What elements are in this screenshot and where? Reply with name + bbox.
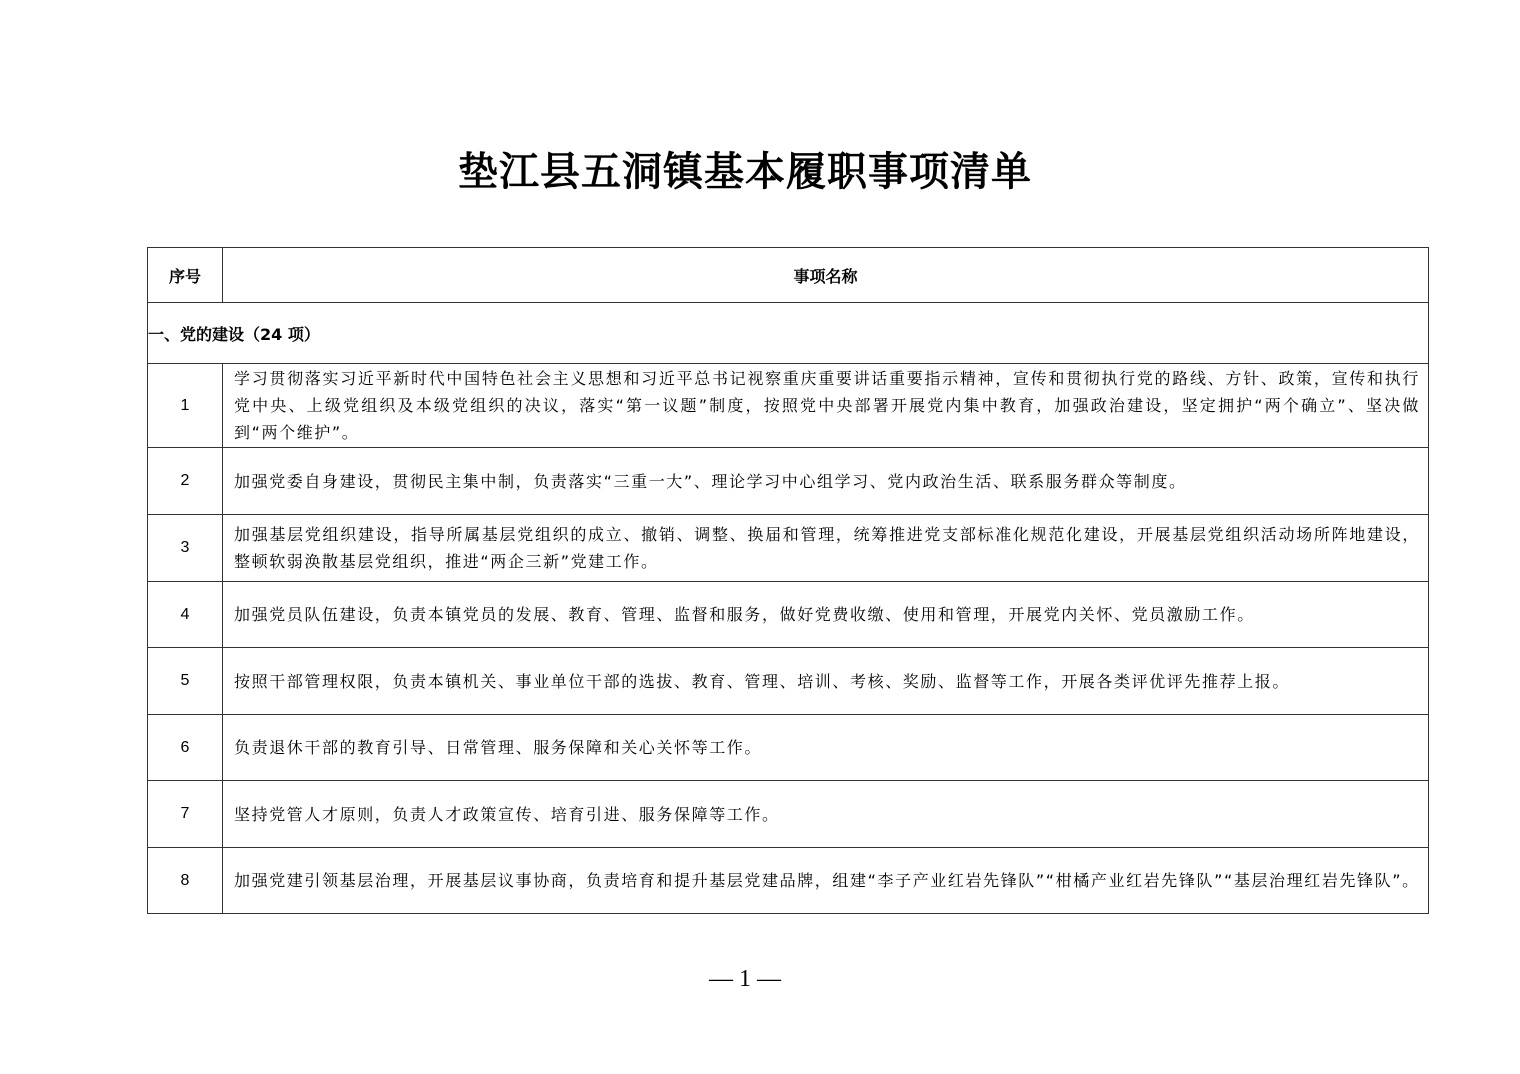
table-row (148, 448, 1429, 515)
row-number: 3 (148, 515, 223, 582)
row-text: 坚持党管人才原则，负责人才政策宣传、培育引进、服务保障等工作。 (223, 781, 1429, 848)
row-text: 加强基层党组织建设，指导所属基层党组织的成立、撤销、调整、换届和管理，统筹推进党支部标准化规范化建设，开展基层党组织活动场所阵地建设，整顿软弱涣散基层党组织，推进“两企三新”党建工作。 (223, 515, 1429, 582)
row-text: 学习贯彻落实习近平新时代中国特色社会主义思想和习近平总书记视察重庆重要讲话重要指示精神，宣传和贯彻执行党的路线、方针、政策，宣传和执行党中央、上级党组织及本级党组织的决议，落实“第一议题”制度，按照党中央部署开展党内集中教育，加强政治建设，坚定拥护“两个确立”、坚决做到“两个维护”。 (223, 364, 1429, 448)
row-text: 加强党员队伍建设，负责本镇党员的发展、教育、管理、监督和服务，做好党费收缴、使用和管理，开展党内关怀、党员激励工作。 (223, 582, 1429, 648)
section-title: 一、党的建设（24 项） (148, 303, 1429, 364)
row-number: 2 (148, 448, 223, 515)
row-number: 4 (148, 582, 223, 648)
table-row (148, 848, 1429, 914)
row-number: 5 (148, 648, 223, 715)
header-name: 事项名称 (223, 248, 1429, 303)
row-number: 1 (148, 364, 223, 448)
row-number: 6 (148, 715, 223, 781)
section-row (148, 303, 1429, 364)
document-title: 垫江县五洞镇基本履职事项清单 (458, 148, 1032, 195)
row-text: 加强党建引领基层治理，开展基层议事协商，负责培育和提升基层党建品牌，组建“李子产业红岩先锋队”“柑橘产业红岩先锋队”“基层治理红岩先锋队”。 (223, 848, 1429, 914)
row-text: 按照干部管理权限，负责本镇机关、事业单位干部的选拔、教育、管理、培训、考核、奖励、监督等工作，开展各类评优评先推荐上报。 (223, 648, 1429, 715)
page-number: — 1 — (709, 966, 781, 992)
row-text: 加强党委自身建设，贯彻民主集中制，负责落实“三重一大”、理论学习中心组学习、党内政治生活、联系服务群众等制度。 (223, 448, 1429, 515)
table-row (148, 781, 1429, 848)
row-text: 负责退休干部的教育引导、日常管理、服务保障和关心关怀等工作。 (223, 715, 1429, 781)
table-row (148, 715, 1429, 781)
row-number: 8 (148, 848, 223, 914)
table-header-row (148, 248, 1429, 303)
table-row (148, 582, 1429, 648)
duty-items-table (147, 247, 1429, 914)
table-row (148, 515, 1429, 582)
row-number: 7 (148, 781, 223, 848)
header-no: 序号 (148, 248, 223, 303)
table-row (148, 364, 1429, 448)
table-row (148, 648, 1429, 715)
